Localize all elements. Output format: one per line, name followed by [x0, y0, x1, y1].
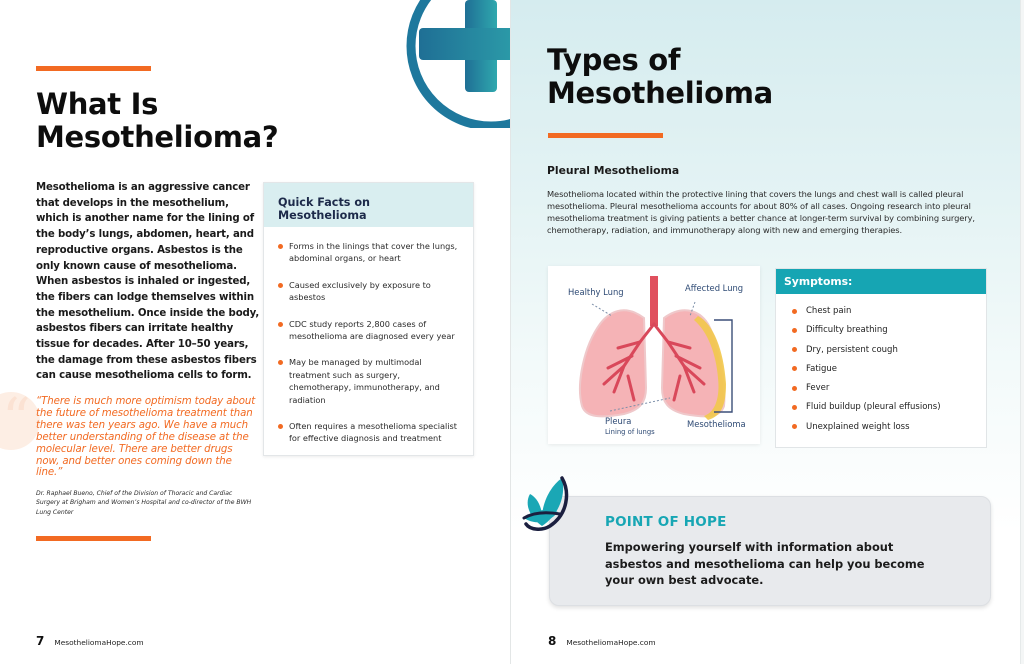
trachea: [650, 276, 658, 326]
quick-facts-list: [264, 227, 473, 445]
symptoms-list: [776, 294, 986, 432]
quote-attribution: Dr. Raphael Bueno, Chief of the Division of Thoracic and Cardiac Surgery at Brigham and Women’s Hospital and co-director of the BWH Lung Center: [36, 490, 252, 516]
quote-mark-icon: “: [2, 387, 31, 452]
symptom-text: Fever: [806, 383, 830, 394]
bullet-icon: [792, 405, 797, 410]
healthy-lung: [580, 310, 646, 416]
bullet-icon: [792, 309, 797, 314]
accent-bar-top: [36, 66, 151, 71]
label-mesothelioma: Mesothelioma: [687, 419, 746, 429]
medical-plus-icon: [381, 0, 511, 128]
symptoms-title: Symptoms:: [776, 269, 986, 294]
pull-quote: “There is much more optimism today about the future of mesothelioma treatment than there was ten years ago. We have a much better understanding of the disease at the molecular level. There are better drugs now, and better ones coming down the line.”: [36, 396, 256, 479]
footer-left: [36, 634, 144, 648]
symptom-item: [792, 422, 986, 432]
page-8: [511, 0, 1020, 664]
fact-item: [278, 240, 463, 265]
title-line-1: Types of: [547, 43, 681, 77]
bullet-icon: [278, 283, 283, 288]
symptom-text: Fluid buildup (pleural effusions): [806, 402, 941, 413]
title-line-1: What Is: [36, 87, 159, 121]
symptom-item: [792, 364, 986, 374]
page-edge: [1020, 0, 1024, 664]
symptom-item: [792, 402, 986, 412]
symptom-item: [792, 325, 986, 335]
quick-facts-title: Quick Facts on Mesothelioma: [264, 183, 473, 227]
bullet-icon: [278, 360, 283, 365]
intro-paragraph: Mesothelioma is an aggressive cancer that develops in the mesothelium, which is another name for the lining of the body’s lungs, abdomen, heart, and reproductive organs. Asbestos is the only known cause of mesothelioma. When asbestos is inhaled or ingested, the fibers can lodge themselves within the mesothelium. Once inside the body, asbestos fibers can irritate healthy tissue for decades. After 10–50 years, the damage from these asbestos fibers can cause mesothelioma cells to form.: [36, 182, 260, 382]
lung-diagram: [548, 266, 760, 444]
accent-bar: [548, 133, 663, 138]
symptom-item: [792, 383, 986, 393]
bullet-icon: [792, 328, 797, 333]
bullet-icon: [792, 366, 797, 371]
bullet-icon: [792, 347, 797, 352]
fact-item: [278, 279, 463, 304]
bullet-icon: [278, 322, 283, 327]
bullet-icon: [792, 386, 797, 391]
page-7: [0, 0, 511, 664]
symptom-item: [792, 345, 986, 355]
symptom-text: Dry, persistent cough: [806, 344, 898, 355]
bullet-icon: [792, 424, 797, 429]
pleural-paragraph: Mesothelioma located within the protective lining that covers the lungs and chest wall is called pleural mesothelioma. Pleural mesothelioma accounts for about 80% of all cases. Ongoing research into pleural mesothelioma treatment is giving patients a better chance at longer-term survival by combining surgery, chemotherapy, radiation, and immunotherapy along with new and emerging therapies.: [547, 189, 975, 236]
label-pleura-sub: Lining of lungs: [605, 428, 655, 436]
symptom-text: Unexplained weight loss: [806, 421, 910, 432]
symptom-item: [792, 306, 986, 316]
fact-item: [278, 356, 463, 406]
symptom-text: Fatigue: [806, 363, 838, 374]
label-pleura: Pleura: [605, 416, 632, 426]
page-number: 7: [36, 634, 45, 648]
bullet-icon: [278, 244, 283, 249]
symptom-text: Chest pain: [806, 306, 852, 316]
label-healthy-lung: Healthy Lung: [568, 287, 624, 297]
fact-text: Often requires a mesothelioma specialist for effective diagnosis and treatment: [289, 421, 458, 444]
page-number: 8: [548, 634, 557, 648]
fact-text: CDC study reports 2,800 cases of mesothelioma are diagnosed every year: [289, 318, 455, 342]
section-subhead: Pleural Mesothelioma: [547, 164, 680, 177]
butterfly-logo-icon: [520, 474, 572, 534]
accent-bar-bottom: [36, 536, 151, 541]
label-affected-lung: Affected Lung: [685, 283, 744, 293]
fact-text: Caused exclusively by exposure to asbestos: [289, 279, 431, 303]
fact-text: Forms in the linings that cover the lungs, abdominal organs, or heart: [289, 241, 458, 264]
title-line-2: Mesothelioma: [547, 76, 773, 110]
point-of-hope-box: [549, 496, 991, 606]
bullet-icon: [278, 424, 283, 429]
point-of-hope-title: POINT OF HOPE: [605, 514, 727, 530]
page-title: [36, 88, 278, 154]
fact-text: May be managed by multimodal treatment such as surgery, chemotherapy, immunotherapy, and radiation: [289, 357, 440, 405]
footer-site[interactable]: MesotheliomaHope.com: [54, 638, 144, 647]
page-title: [547, 44, 773, 110]
footer-site[interactable]: MesotheliomaHope.com: [566, 638, 656, 647]
footer-right: [548, 634, 656, 648]
title-line-2: Mesothelioma?: [36, 120, 279, 154]
symptom-text: Difficulty breathing: [806, 325, 888, 336]
fact-item: [278, 318, 463, 343]
point-of-hope-text: Empowering yourself with information about asbestos and mesothelioma can help you become your own best advocate.: [605, 540, 925, 587]
quick-facts-box: [263, 182, 474, 456]
symptoms-box: [775, 268, 987, 448]
fact-item: [278, 420, 463, 445]
